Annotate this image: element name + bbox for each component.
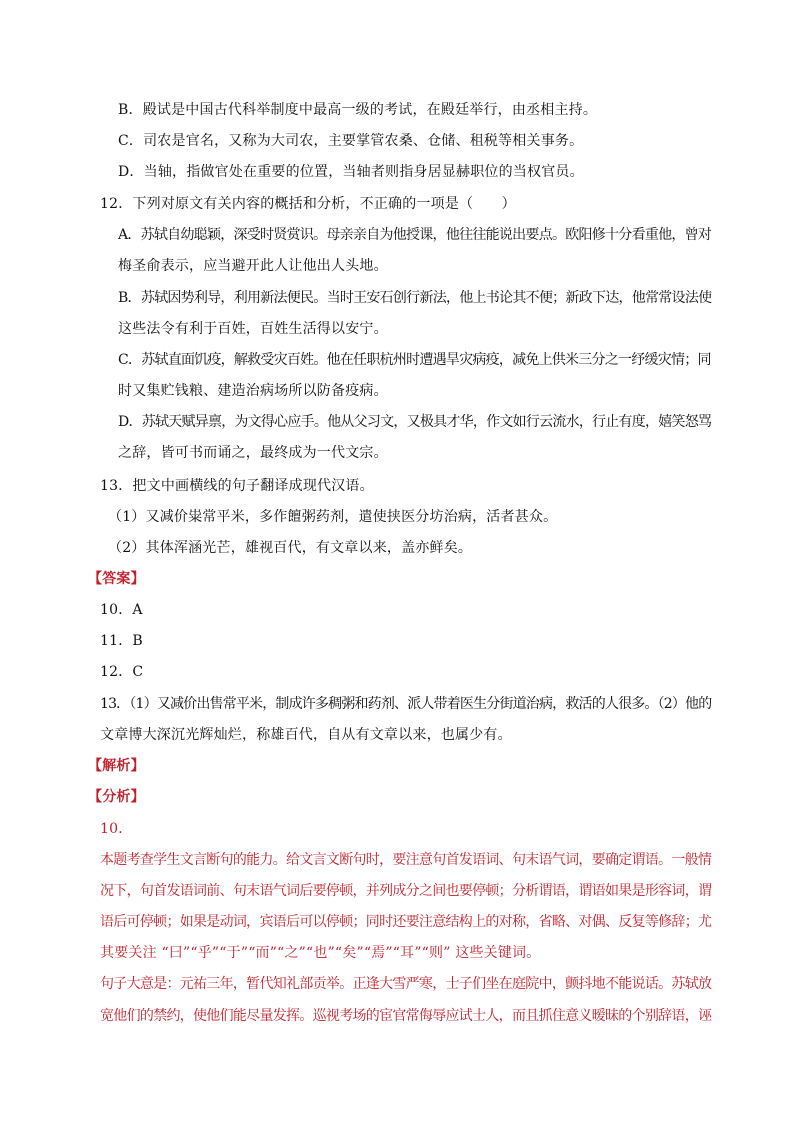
q12-option-b: B．苏轼因势利导，利用新法便民。当时王安石创行新法，他上书论其不便；新政下达，他常常设法使 xyxy=(118,290,712,306)
answer-11: 11．B xyxy=(100,633,143,649)
analysis-para-6: 宽他们的禁约，使他们能尽量发挥。巡视考场的宦官常侮辱应试士人，而且抓住意义暧昧的个别辞语，诬 xyxy=(100,1008,712,1024)
answer-13-cont: 文章博大深沉光辉灿烂，称雄百代，自从有文章以来，也属少有。 xyxy=(100,727,512,743)
q12-option-c: C．苏轼直面饥疫，解救受灾百姓。他在任职杭州时遭遇旱灾病疫，减免上供米三分之一纾缓灾情；同 xyxy=(118,352,711,368)
q13-stem: 13．把文中画横线的句子翻译成现代汉语。 xyxy=(100,478,374,494)
analysis-heading: 【解析】 xyxy=(88,758,145,774)
q12-option-a-cont: 梅圣俞表示，应当避开此人让他出人头地。 xyxy=(118,258,388,274)
q11-option-b: B．殿试是中国古代科举制度中最高一级的考试，在殿廷举行，由丞相主持。 xyxy=(118,102,598,118)
analysis-para-1: 本题考查学生文言断句的能力。给文言文断句时，要注意句首发语词、句末语气词，要确定谓语。一般情 xyxy=(100,852,712,868)
analysis-subheading: 【分析】 xyxy=(88,789,145,805)
analysis-para-2: 况下，句首发语词前、句末语气词后要停顿，并列成分之间也要停顿；分析谓语，谓语如果是形容词，谓 xyxy=(100,883,712,899)
q11-option-d: D．当轴，指做官处在重要的位置，当轴者则指身居显赫职位的当权官员。 xyxy=(118,164,584,180)
answer-heading: 【答案】 xyxy=(88,571,145,587)
analysis-number: 10． xyxy=(100,821,133,837)
q12-option-d-cont: 之辞，皆可书而诵之，最终成为一代文宗。 xyxy=(118,445,388,461)
answer-12: 12．C xyxy=(100,664,144,680)
analysis-para-4: 其要关注 “曰”“乎”“于”“而”“之”“也”“矣”“焉”“耳”“则” 这些关键词。 xyxy=(100,945,541,961)
q13-sentence-1: （1）又减价粜常平米，多作饘粥药剂，遣使挟医分坊治病，活者甚众。 xyxy=(108,509,558,525)
answer-10: 10．A xyxy=(100,602,143,618)
answer-13: 13．（1）又减价出售常平米，制成许多稠粥和药剂、派人带着医生分街道治病，救活的人很多。（2）他的 xyxy=(100,696,712,712)
q11-option-c: C．司农是官名，又称为大司农，主要掌管农桑、仓储、租税等相关事务。 xyxy=(118,133,584,149)
q12-option-d: D．苏轼天赋异禀，为文得心应手。他从父习文，又极具才华，作文如行云流水，行止有度，嬉笑怒骂 xyxy=(118,414,712,430)
q12-option-a: A．苏轼自幼聪颖，深受时贤赏识。母亲亲自为他授课，他往往能说出要点。欧阳修十分看重他，曾对 xyxy=(118,227,712,243)
q12-option-c-cont: 时又集贮钱粮、建造治病场所以防备疫病。 xyxy=(118,383,388,399)
q12-option-b-cont: 这些法令有利于百姓，百姓生活得以安宁。 xyxy=(118,321,388,337)
q13-sentence-2: （2）其体浑涵光芒，雄视百代，有文章以来，盖亦鲜矣。 xyxy=(108,540,473,556)
analysis-para-3: 语后可停顿；如果是动词，宾语后可以停顿；同时还要注意结构上的对称，省略、对偶、反复等修辞；尤 xyxy=(100,914,712,930)
q12-stem: 12．下列对原文有关内容的概括和分析，不正确的一项是（ ） xyxy=(100,196,516,212)
analysis-para-5: 句子大意是：元祐三年，暂代知礼部贡举。正逢大雪严寒，士子们坐在庭院中，颤抖地不能说话。苏轼放 xyxy=(100,976,712,992)
